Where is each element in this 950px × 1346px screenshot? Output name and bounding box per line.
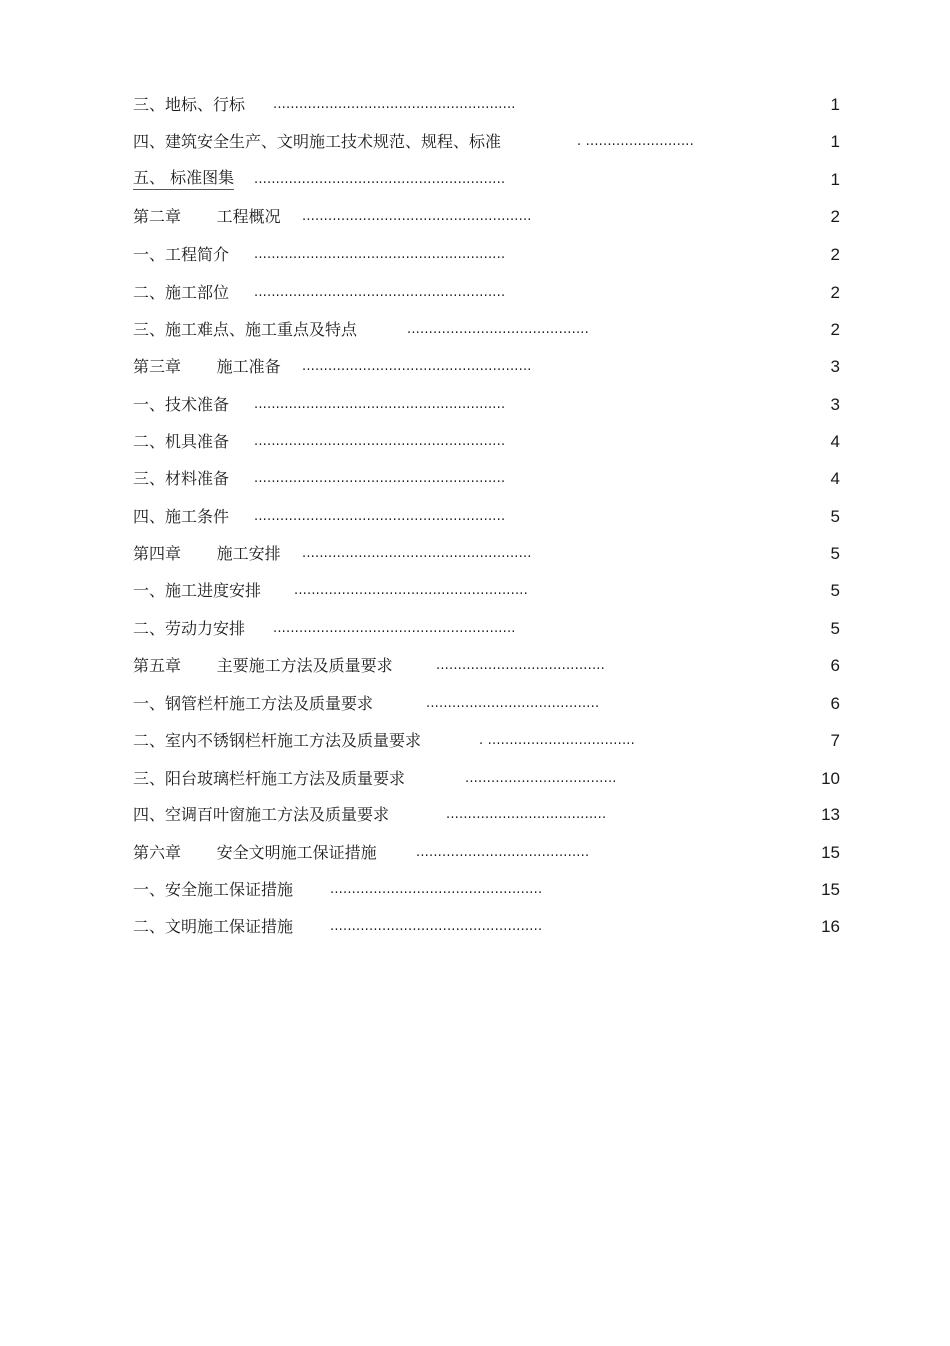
toc-entry-title: 三、施工难点、施工重点及特点 bbox=[133, 320, 358, 339]
toc-entry-title: 一、工程简介 bbox=[133, 245, 230, 264]
toc-page-number: 6 bbox=[830, 656, 840, 675]
toc-leader-dots: ................................... bbox=[465, 771, 617, 786]
toc-leader-dots: ..................................................... bbox=[302, 546, 532, 561]
toc-leader-dots: ..................................... bbox=[446, 807, 607, 822]
toc-page-number: 1 bbox=[830, 170, 840, 189]
toc-entry-title: 第六章 安全文明施工保证措施 bbox=[133, 843, 377, 862]
toc-entry[interactable] bbox=[0, 317, 950, 343]
toc-entry-title: 第三章 施工准备 bbox=[133, 357, 281, 376]
toc-entry[interactable] bbox=[0, 466, 950, 492]
toc-page-number: 1 bbox=[830, 95, 840, 114]
toc-page-number: 5 bbox=[830, 619, 840, 638]
toc-page-number: 2 bbox=[830, 283, 840, 302]
toc-entry[interactable] bbox=[0, 429, 950, 455]
toc-entry-title: 一、安全施工保证措施 bbox=[133, 880, 294, 899]
toc-entry-title: 二、机具准备 bbox=[133, 432, 230, 451]
toc-leader-dots: ................................................. bbox=[330, 919, 543, 934]
toc-leader-dots: ................................................. bbox=[330, 882, 543, 897]
toc-page-number: 13 bbox=[821, 805, 840, 824]
toc-chapter-entry[interactable] bbox=[0, 541, 950, 567]
toc-leader-dots: .......................................................... bbox=[254, 434, 506, 449]
toc-leader-dots: .......................................................... bbox=[254, 509, 506, 524]
toc-entry[interactable] bbox=[0, 504, 950, 530]
toc-leader-dots: ...................................................... bbox=[294, 583, 528, 598]
toc-page-number: 5 bbox=[830, 544, 840, 563]
toc-page-number: 16 bbox=[821, 917, 840, 936]
toc-entry-title: 二、文明施工保证措施 bbox=[133, 917, 294, 936]
toc-entry-title: 四、建筑安全生产、文明施工技术规范、规程、标准 bbox=[133, 132, 502, 151]
toc-page-number: 1 bbox=[830, 132, 840, 151]
toc-leader-dots: ..................................................... bbox=[302, 359, 532, 374]
toc-page-number: 4 bbox=[830, 432, 840, 451]
toc-entry-title: 二、室内不锈钢栏杆施工方法及质量要求 bbox=[133, 731, 422, 750]
toc-entry-title: 二、施工部位 bbox=[133, 283, 230, 302]
toc-leader-dots: ....................................... bbox=[436, 658, 605, 673]
toc-entry[interactable] bbox=[0, 691, 950, 717]
toc-page-number: 3 bbox=[830, 357, 840, 376]
toc-entry-title: 一、技术准备 bbox=[133, 395, 230, 414]
toc-page-number: 6 bbox=[830, 694, 840, 713]
toc-entry-title: 三、阳台玻璃栏杆施工方法及质量要求 bbox=[133, 769, 406, 788]
toc-entry-title: 一、钢管栏杆施工方法及质量要求 bbox=[133, 694, 374, 713]
toc-entry-title: 三、材料准备 bbox=[133, 469, 230, 488]
toc-leader-dots: . .................................. bbox=[479, 733, 635, 748]
toc-page-number: 4 bbox=[830, 469, 840, 488]
toc-leader-dots: .......................................................... bbox=[254, 172, 506, 187]
toc-leader-dots: .......................................................... bbox=[254, 397, 506, 412]
toc-page-number: 5 bbox=[830, 581, 840, 600]
toc-entry[interactable] bbox=[0, 877, 950, 903]
toc-entry[interactable] bbox=[0, 392, 950, 418]
toc-chapter-entry[interactable] bbox=[0, 204, 950, 230]
toc-leader-dots: ........................................ bbox=[426, 696, 600, 711]
toc-entry[interactable] bbox=[0, 242, 950, 268]
toc-entry[interactable] bbox=[0, 92, 950, 118]
toc-entry[interactable] bbox=[0, 766, 950, 792]
toc-entry[interactable] bbox=[0, 167, 950, 193]
toc-leader-dots: . ......................... bbox=[577, 134, 694, 149]
toc-entry-title-link[interactable]: 五、 标准图集 bbox=[133, 167, 234, 190]
toc-chapter-entry[interactable] bbox=[0, 354, 950, 380]
toc-entry[interactable] bbox=[0, 802, 950, 828]
toc-entry-title: 第五章 主要施工方法及质量要求 bbox=[133, 656, 393, 675]
toc-entry-title: 第四章 施工安排 bbox=[133, 544, 281, 563]
toc-entry[interactable] bbox=[0, 914, 950, 940]
toc-entry-title: 四、施工条件 bbox=[133, 507, 230, 526]
toc-entry-title: 一、施工进度安排 bbox=[133, 581, 262, 600]
toc-page-number: 2 bbox=[830, 320, 840, 339]
toc-entry[interactable] bbox=[0, 728, 950, 754]
toc-leader-dots: .......................................... bbox=[407, 322, 589, 337]
toc-page-number: 5 bbox=[830, 507, 840, 526]
toc-page-number: 2 bbox=[830, 245, 840, 264]
toc-leader-dots: ..................................................... bbox=[302, 209, 532, 224]
toc-leader-dots: ........................................ bbox=[416, 845, 590, 860]
toc-leader-dots: ........................................................ bbox=[273, 621, 516, 636]
toc-leader-dots: .......................................................... bbox=[254, 285, 506, 300]
toc-leader-dots: .......................................................... bbox=[254, 247, 506, 262]
toc-leader-dots: ........................................................ bbox=[273, 97, 516, 112]
toc-entry-title: 三、地标、行标 bbox=[133, 95, 246, 114]
toc-entry-title: 二、劳动力安排 bbox=[133, 619, 246, 638]
toc-page-number: 2 bbox=[830, 207, 840, 226]
toc-chapter-entry[interactable] bbox=[0, 840, 950, 866]
toc-chapter-entry[interactable] bbox=[0, 653, 950, 679]
toc-page-number: 3 bbox=[830, 395, 840, 414]
toc-leader-dots: .......................................................... bbox=[254, 471, 506, 486]
toc-page-number: 15 bbox=[821, 880, 840, 899]
toc-entry[interactable] bbox=[0, 280, 950, 306]
toc-page-number: 7 bbox=[830, 731, 840, 750]
toc-entry[interactable] bbox=[0, 129, 950, 155]
toc-entry[interactable] bbox=[0, 578, 950, 604]
toc-page-number: 10 bbox=[821, 769, 840, 788]
toc-entry-title: 四、空调百叶窗施工方法及质量要求 bbox=[133, 805, 390, 824]
toc-entry-title: 第二章 工程概况 bbox=[133, 207, 281, 226]
toc-page-number: 15 bbox=[821, 843, 840, 862]
toc-entry[interactable] bbox=[0, 616, 950, 642]
